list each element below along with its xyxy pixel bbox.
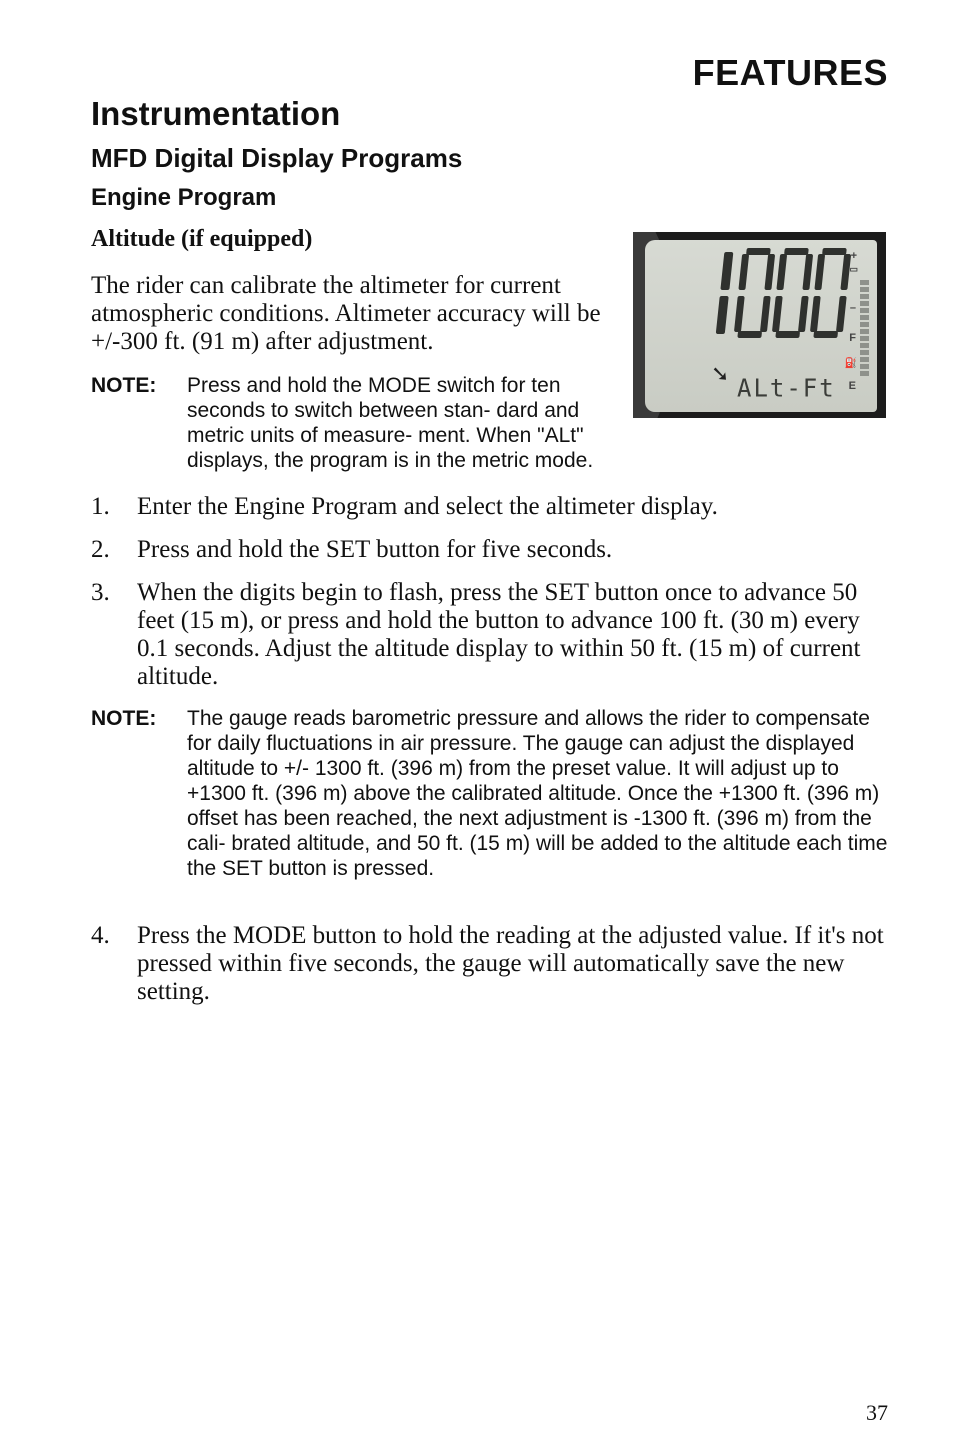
fuel-pump-icon: ⛽ <box>844 358 857 369</box>
full-indicator: F <box>849 332 856 344</box>
step-text: When the digits begin to flash, press the SET button once to advance 50 feet (15 m), or press and hold the button to advance 100 ft. (30 m) every 0.1 seconds. Adjust the altitude display to within 50 ft. (15 m) of current altitude. <box>137 579 861 690</box>
intro-paragraph: The rider can calibrate the altimeter for current atmospheric conditions. Altimeter accuracy will be +/-300 ft. (91 m) after adjustment. <box>91 272 601 355</box>
heading-engine-program: Engine Program <box>91 184 277 211</box>
heading-mfd-programs: MFD Digital Display Programs <box>91 143 463 173</box>
empty-indicator: E <box>848 380 856 392</box>
note-label: NOTE: <box>91 374 157 397</box>
pointer-arrow-icon: ➘ <box>711 362 730 387</box>
note-text: The gauge reads barometric pressure and allows the rider to compensate for daily fluctuations in air pressure. The gauge can adjust the displayed altitude to +/- 1300 ft. (396 m) from the preset value. It will adjust up to +1300 ft. (396 m) above the calibrated altitude. Once the +1300 ft. (396 m) offset has been reached, the next adjustment is -1300 ft. (396 m) from the cali- brated altitude, and 50 ft. (15 m) will be added to the altitude each time the SET button is pressed. <box>187 707 888 880</box>
step-number: 4. <box>91 922 110 949</box>
step-2 <box>91 536 891 564</box>
step-text: Press and hold the SET button for five seconds. <box>137 536 613 563</box>
note-text <box>187 373 891 473</box>
step-number: 1. <box>91 493 110 520</box>
battery-icon: ▭ <box>849 264 858 274</box>
step-1 <box>91 493 891 521</box>
step-number: 3. <box>91 579 110 606</box>
step-text: Press the MODE button to hold the reading at the adjusted value. If it's not pressed within five seconds, the gauge will automatically save the new setting. <box>137 922 884 1005</box>
altitude-digits <box>707 246 857 342</box>
section-title: FEATURES <box>692 52 888 93</box>
step-text: Enter the Engine Program and select the altimeter display. <box>137 493 718 520</box>
heading-altitude: Altitude (if equipped) <box>91 226 313 252</box>
note-mode-switch <box>91 373 891 473</box>
note-text-body: Press and hold the MODE switch for ten seconds to switch between stan- dard and metric units of measure- ment. When "ALt" displays, the program is in the metric mode. <box>187 374 594 472</box>
note-label: NOTE: <box>91 707 157 730</box>
step-4 <box>91 922 891 1006</box>
step-number: 2. <box>91 536 110 563</box>
plus-indicator: + <box>850 250 857 262</box>
heading-instrumentation: Instrumentation <box>91 95 341 132</box>
fuel-level-bar <box>860 280 870 378</box>
step-3 <box>91 579 891 691</box>
minus-indicator: – <box>849 302 856 314</box>
page-number: 37 <box>866 1400 888 1425</box>
note-barometric <box>91 706 891 881</box>
alt-ft-label: ALt-Ft <box>737 373 836 403</box>
